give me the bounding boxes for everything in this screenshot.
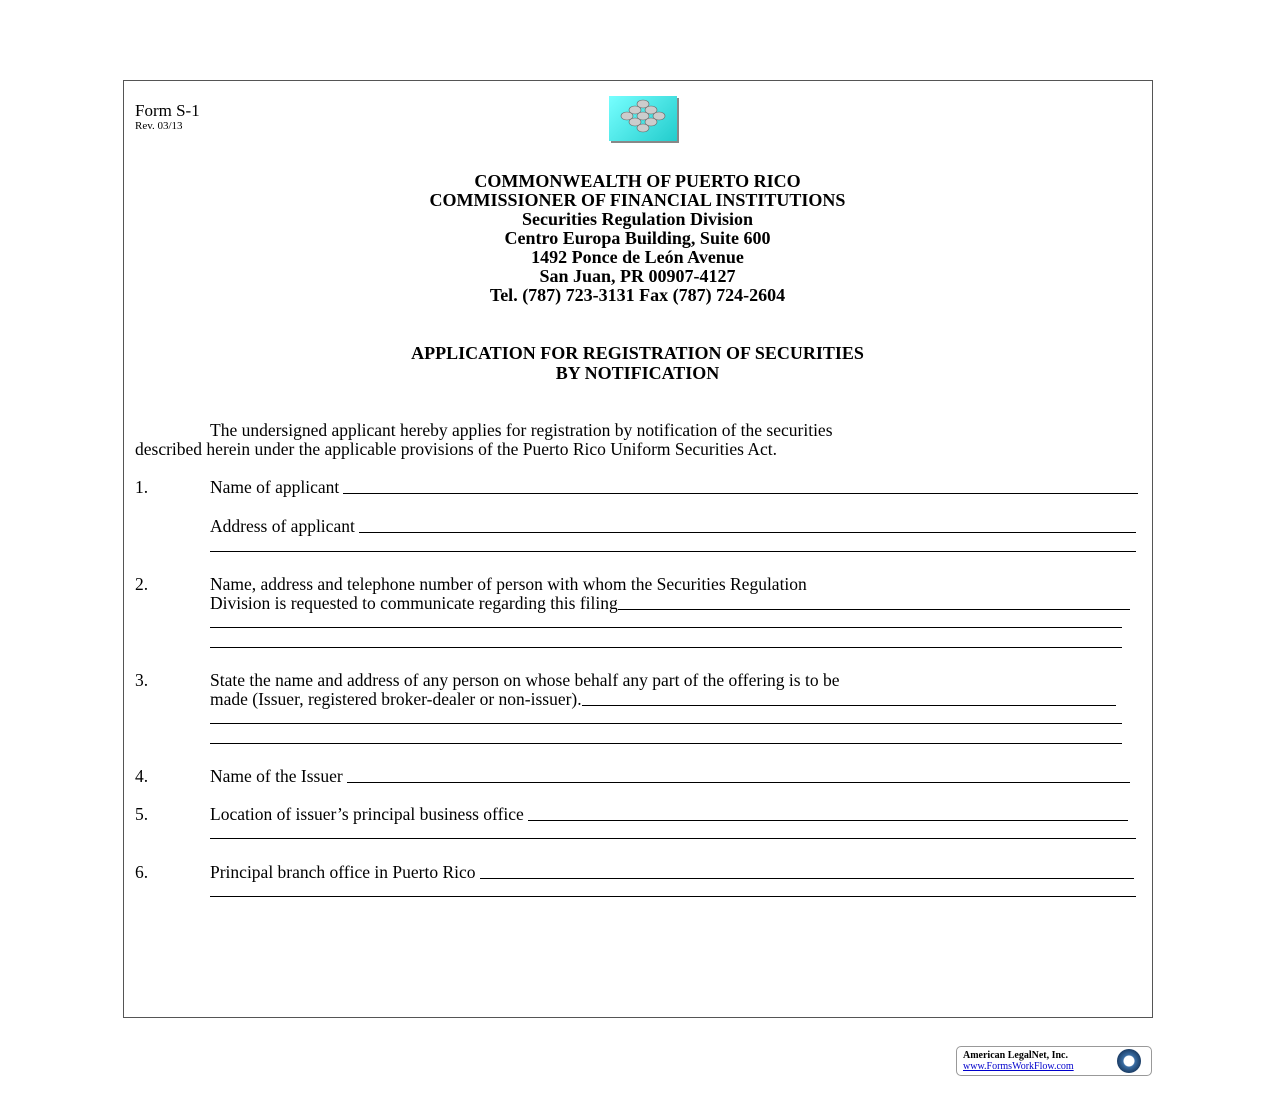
intro-text: The undersigned applicant hereby applies for registration by notification of the securities: [210, 420, 833, 440]
header-line: Tel. (787) 723-3131 Fax (787) 724-2604: [489, 285, 786, 305]
publisher-badge: [956, 1046, 1152, 1076]
issuer-office-field[interactable]: [528, 819, 1128, 821]
item-number: 2.: [135, 574, 149, 594]
contact-person-line-2[interactable]: [210, 627, 1122, 628]
form-revision: Rev. 03/13: [135, 120, 183, 132]
item-number: 1.: [135, 477, 149, 497]
form-title: BY NOTIFICATION: [555, 363, 720, 383]
header-line: San Juan, PR 00907-4127: [539, 266, 736, 286]
field-label: Address of applicant: [210, 516, 355, 536]
item-number: 3.: [135, 670, 149, 690]
offering-person-field[interactable]: [582, 704, 1116, 706]
header-line: COMMISSIONER OF FINANCIAL INSTITUTIONS: [429, 190, 846, 210]
header-line: Securities Regulation Division: [521, 209, 753, 229]
issuer-name-field[interactable]: [347, 781, 1130, 783]
applicant-name-field[interactable]: [343, 492, 1138, 494]
offering-person-line-3[interactable]: [210, 743, 1122, 744]
item-number: 4.: [135, 766, 149, 786]
field-label: Name, address and telephone number of person with whom the Securities Regulation: [210, 574, 807, 594]
form-id: Form S-1: [135, 101, 200, 120]
applicant-address-line-2[interactable]: [210, 551, 1136, 552]
offering-person-line-2[interactable]: [210, 723, 1122, 724]
agency-logo: [609, 96, 677, 141]
form-title: APPLICATION FOR REGISTRATION OF SECURITIES: [411, 343, 864, 363]
item-number: 6.: [135, 862, 149, 882]
intro-text: described herein under the applicable provisions of the Puerto Rico Uniform Securities Act.: [135, 439, 777, 459]
applicant-address-field[interactable]: [359, 531, 1136, 533]
branch-office-line-2[interactable]: [210, 896, 1136, 897]
header-line: COMMONWEALTH OF PUERTO RICO: [474, 171, 801, 191]
issuer-office-line-2[interactable]: [210, 838, 1136, 839]
globe-icon: [1117, 1049, 1141, 1073]
header-line: Centro Europa Building, Suite 600: [504, 228, 771, 248]
field-label: Division is requested to communicate regarding this filing: [210, 593, 618, 613]
field-label: Location of issuer’s principal business office: [210, 804, 524, 824]
contact-person-line-3[interactable]: [210, 647, 1122, 648]
publisher-name: American LegalNet, Inc.: [963, 1050, 1068, 1061]
branch-office-field[interactable]: [480, 877, 1134, 879]
item-number: 5.: [135, 804, 149, 824]
field-label: made (Issuer, registered broker-dealer or non-issuer).: [210, 689, 582, 709]
contact-person-field[interactable]: [618, 608, 1130, 610]
field-label: State the name and address of any person on whose behalf any part of the offering is to be: [210, 670, 840, 690]
field-label: Principal branch office in Puerto Rico: [210, 862, 476, 882]
publisher-link[interactable]: www.FormsWorkFlow.com: [963, 1061, 1074, 1072]
header-line: 1492 Ponce de León Avenue: [531, 247, 744, 267]
field-label: Name of the Issuer: [210, 766, 343, 786]
field-label: Name of applicant: [210, 477, 340, 497]
